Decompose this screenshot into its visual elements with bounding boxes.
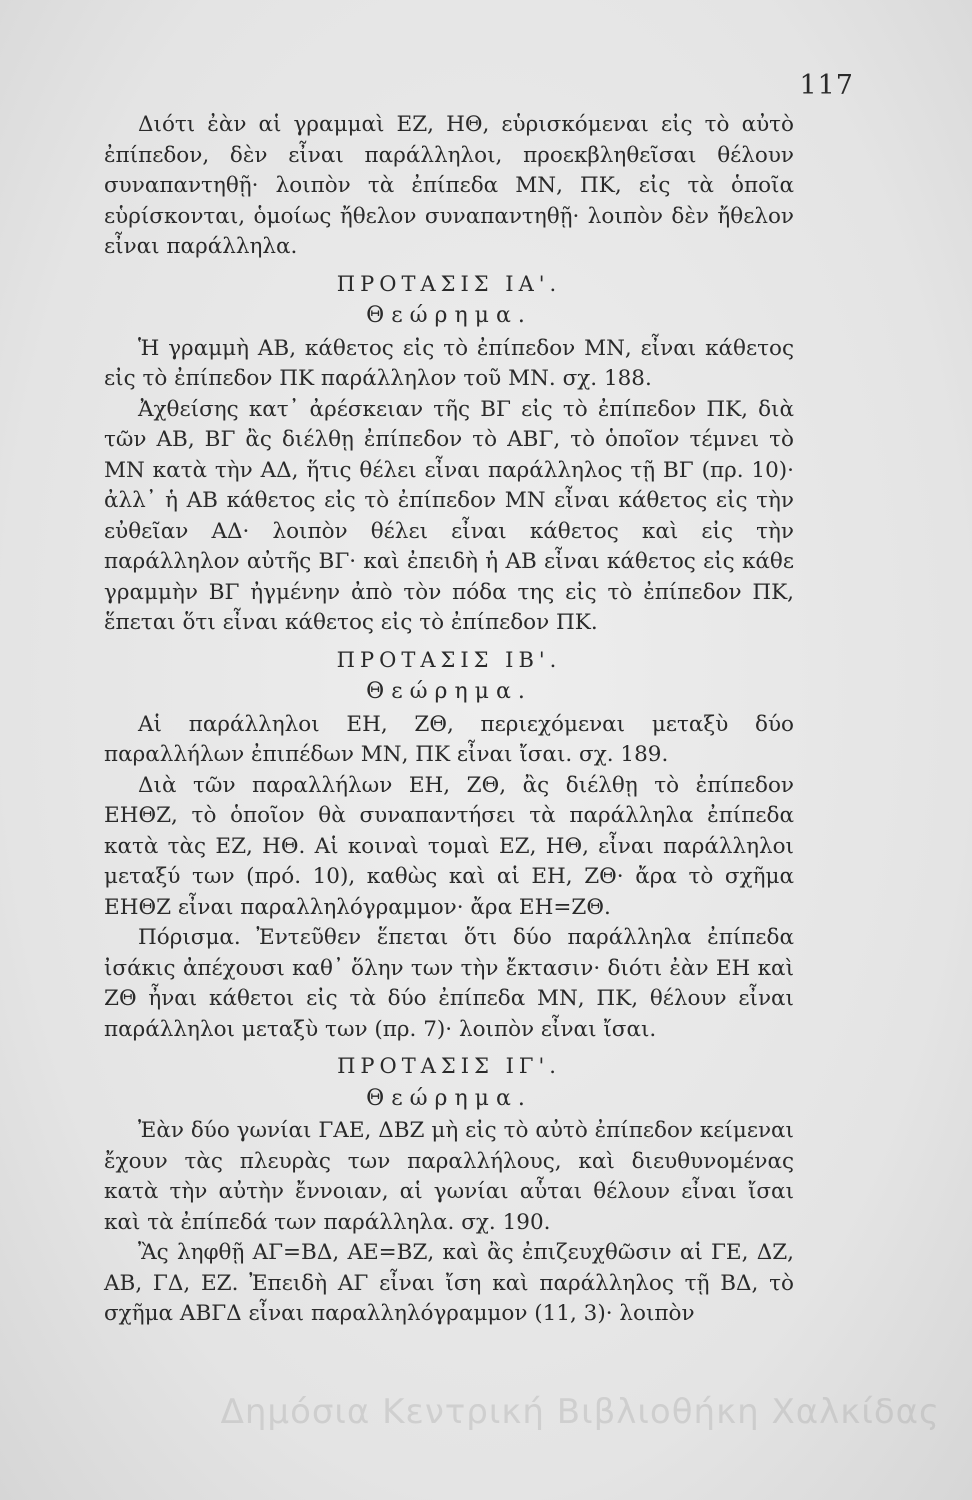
theorem-label: Θεώρημα.: [366, 679, 532, 704]
paragraph: Αἱ παράλληλοι ΕΗ, ΖΘ, περιεχόμεναι μεταξὺ δύο παραλλήλων ἐπιπέδων ΜΝ, ΠΚ εἶναι ἴσαι. σχ. 189.: [104, 711, 794, 767]
proposition-heading: ΠΡΟΤΑΣΙΣ ΙΓ'.: [337, 1054, 561, 1078]
library-watermark: Δημόσια Κεντρική Βιβλιοθήκη Χαλκίδας: [220, 1392, 940, 1432]
paragraph: Διότι ἐὰν αἱ γραμμαὶ ΕΖ, ΗΘ, εὑρισκόμεναι εἰς τὸ αὐτὸ ἐπίπεδον, δὲν εἶναι παράλληλοι, προεκβληθεῖσαι θέλουν συναπαντηθῇ· λοιπὸν τὰ ἐπίπεδα ΜΝ, ΠΚ, εἰς τὰ ὁποῖα εὑρίσκονται, ὁμοίως ἤθελον συναπαντηθῇ· λοιπὸν δὲν ἤθελον εἶναι παράλληλα.: [104, 112, 794, 259]
proposition-heading: ΠΡΟΤΑΣΙΣ ΙΒ'.: [336, 647, 562, 672]
paragraph: Διὰ τῶν παραλλήλων ΕΗ, ΖΘ, ἂς διέλθῃ τὸ ἐπίπεδον ΕΗΘΖ, τὸ ὁποῖον θὰ συναπαντήσει τὰ παράλληλα ἐπίπεδα κατὰ τὰς ΕΖ, ΗΘ. Αἱ κοιναὶ τομαὶ ΕΖ, ΗΘ, εἶναι παράλληλοι μεταξύ των (πρό. 10), καθὼς καὶ αἱ ΕΗ, ΖΘ· ἄρα τὸ σχῆμα ΕΗΘΖ εἶναι παραλληλόγραμμον· ἄρα ΕΗ=ΖΘ.: [104, 772, 794, 920]
paragraph: Ἡ γραμμὴ ΑΒ, κάθετος εἰς τὸ ἐπίπεδον ΜΝ, εἶναι κάθετος εἰς τὸ ἐπίπεδον ΠΚ παράλληλον τοῦ ΜΝ. σχ. 188.: [104, 335, 794, 391]
page-text: [104, 110, 794, 1330]
corollary-paragraph: Πόρισμα. Ἐντεῦθεν ἕπεται ὅτι δύο παράλληλα ἐπίπεδα ἰσάκις ἀπέχουσι καθ᾽ ὅλην των τὴν ἔκτασιν· διότι ἐὰν ΕΗ καὶ ΖΘ ἦναι κάθετοι εἰς τὰ δύο ἐπίπεδα ΜΝ, ΠΚ, θέλουν εἶναι παράλληλοι μεταξὺ των (πρ. 7)· λοιπὸν εἶναι ἴσαι.: [104, 925, 794, 1042]
paragraph: Ἂς ληφθῇ ΑΓ=ΒΔ, ΑΕ=ΒΖ, καὶ ἂς ἐπιζευχθῶσιν αἱ ΓΕ, ΔΖ, ΑΒ, ΓΔ, ΕΖ. Ἐπειδὴ ΑΓ εἶναι ἴση καὶ παράλληλος τῇ ΒΔ, τὸ σχῆμα ΑΒΓΔ εἶναι παραλληλόγραμμον (11, 3)· λοιπὸν: [104, 1240, 794, 1326]
theorem-label: Θεώρημα.: [366, 1085, 532, 1111]
proposition-heading: ΠΡΟΤΑΣΙΣ ΙΑ'.: [336, 271, 562, 296]
paragraph: Ἐὰν δύο γωνίαι ΓΑΕ, ΔΒΖ μὴ εἰς τὸ αὐτὸ ἐπίπεδον κείμεναι ἔχουν τὰς πλευρὰς των παραλλήλους, καὶ διευθυνομένας κατὰ τὴν αὐτὴν ἔννοιαν, αἱ γωνίαι αὗται θέλουν εἶναι ἴσαι καὶ τὰ ἐπίπεδά των παράλληλα. σχ. 190.: [104, 1118, 794, 1235]
page-number: 117: [799, 70, 854, 101]
theorem-label: Θεώρημα.: [366, 303, 532, 328]
paragraph: Ἀχθείσης κατ᾽ ἀρέσκειαν τῆς ΒΓ εἰς τὸ ἐπίπεδον ΠΚ, διὰ τῶν ΑΒ, ΒΓ ἂς διέλθῃ ἐπίπεδον τὸ ΑΒΓ, τὸ ὁποῖον τέμνει τὸ ΜΝ κατὰ τὴν ΑΔ, ἥτις θέλει εἶναι παράλληλος τῇ ΒΓ (πρ. 10)· ἀλλ᾽ ἡ ΑΒ κάθετος εἰς τὸ ἐπίπεδον ΜΝ εἶναι κάθετος εἰς τὴν εὐθεῖαν ΑΔ· λοιπὸν θέλει εἶναι κάθετος καὶ εἰς τὴν παράλληλον αὐτῆς ΒΓ· καὶ ἐπειδὴ ἡ ΑΒ εἶναι κάθετος εἰς κάθε γραμμὴν ΒΓ ἠγμένην ἀπὸ τὸν πόδα της εἰς τὸ ἐπίπεδον ΠΚ, ἕπεται ὅτι εἶναι κάθετος εἰς τὸ ἐπίπεδον ΠΚ.: [104, 396, 794, 635]
